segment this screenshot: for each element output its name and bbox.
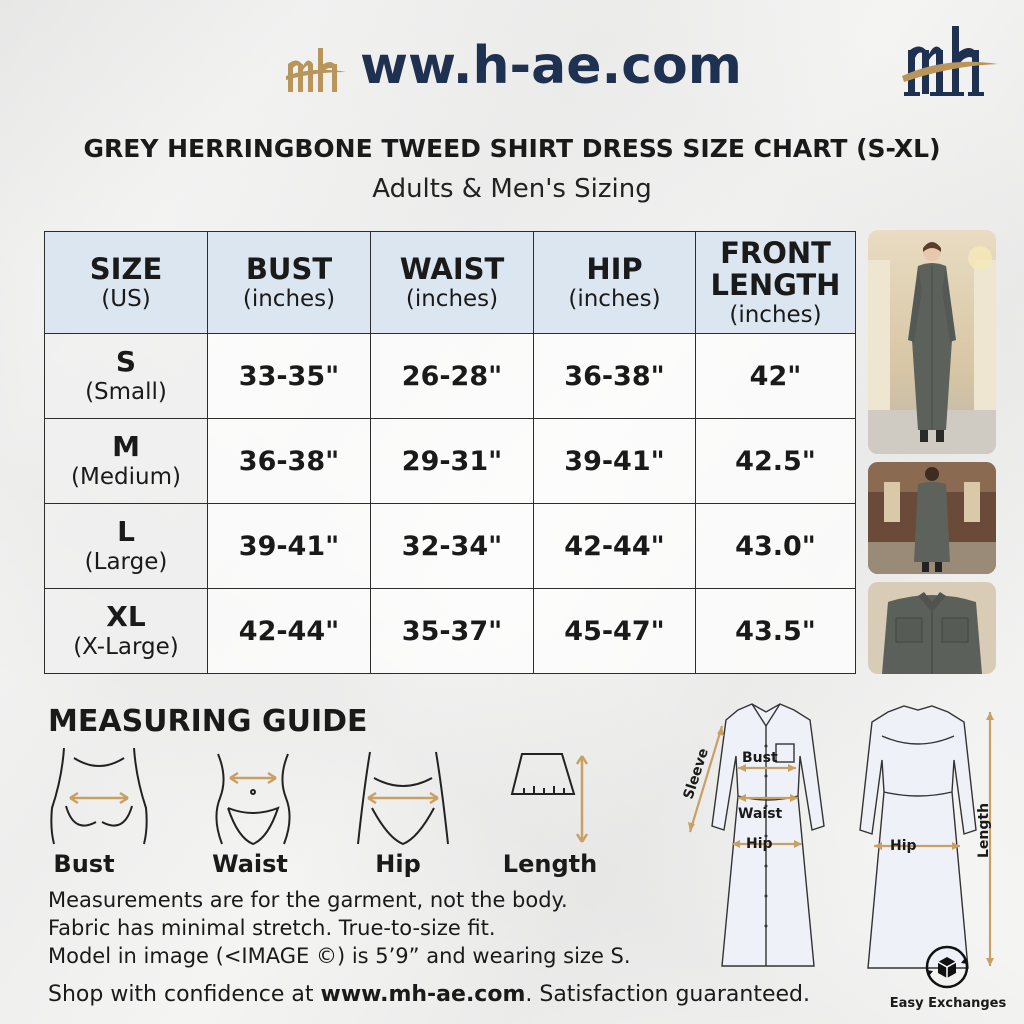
- waist-guide-label: Waist: [212, 850, 288, 878]
- shop-suffix: . Satisfaction guaranteed.: [525, 982, 810, 1007]
- hip-cell: 39-41": [534, 419, 696, 504]
- size-cell: [45, 589, 208, 674]
- waist-measure-icon: [198, 748, 308, 848]
- size-code: S: [115, 345, 137, 378]
- size-cell: [45, 334, 208, 419]
- bust-label: Bust: [742, 750, 778, 766]
- size-name: (Small): [85, 379, 167, 405]
- length-cell: 43.0": [696, 504, 856, 589]
- header-unit: (inches): [568, 285, 661, 312]
- header-unit: (inches): [729, 301, 822, 328]
- waist-label: Waist: [738, 806, 783, 822]
- waist-cell: 32-34": [371, 504, 534, 589]
- hip-cell: 36-38": [534, 334, 696, 419]
- size-code: XL: [106, 600, 146, 633]
- measurement-notes: [48, 886, 631, 970]
- bust-measure-icon: [44, 748, 154, 848]
- header-label: WAIST: [399, 251, 505, 286]
- table-row: [45, 589, 856, 674]
- bust-cell: 36-38": [208, 419, 371, 504]
- hip-cell: 45-47": [534, 589, 696, 674]
- site-title[interactable]: ww.h-ae.com: [360, 36, 742, 96]
- size-name: (Large): [84, 549, 168, 575]
- header-unit: (inches): [242, 285, 336, 312]
- dress-front-drawing: [712, 704, 824, 966]
- bust-cell: 42-44": [208, 589, 371, 674]
- length-cell: 42.5": [696, 419, 856, 504]
- size-name: (Medium): [71, 464, 181, 490]
- length-cell: 42": [696, 334, 856, 419]
- table-row: [45, 504, 856, 589]
- sleeve-label: Sleeve: [680, 746, 713, 802]
- chart-subtitle: Adults & Men's Sizing: [372, 174, 652, 204]
- waist-cell: 35-37": [371, 589, 534, 674]
- hip-front-label: Hip: [746, 836, 773, 852]
- header-unit: (inches): [405, 285, 499, 312]
- hip-cell: 42-44": [534, 504, 696, 589]
- header-waist: [371, 232, 534, 334]
- size-code: L: [117, 515, 135, 548]
- hip-guide-label: Hip: [375, 850, 421, 878]
- brand-logo-small: [284, 42, 348, 100]
- shop-link[interactable]: www.mh-ae.com: [320, 982, 526, 1007]
- waist-cell: 29-31": [371, 419, 534, 504]
- size-code: M: [112, 430, 140, 463]
- note-line: Measurements are for the garment, not the body.: [48, 888, 568, 912]
- table-row: [45, 419, 856, 504]
- header-front-length: [696, 232, 856, 334]
- bust-cell: 33-35": [208, 334, 371, 419]
- header-bust: [208, 232, 371, 334]
- waist-cell: 26-28": [371, 334, 534, 419]
- header-size: [45, 232, 208, 334]
- bust-guide-label: Bust: [53, 850, 115, 878]
- hip-measure-icon: [348, 748, 458, 848]
- bust-cell: 39-41": [208, 504, 371, 589]
- length-label: Length: [976, 802, 992, 858]
- hip-back-label: Hip: [890, 838, 917, 854]
- header-label: BUST: [245, 251, 333, 286]
- size-cell: [45, 419, 208, 504]
- table-row: [45, 334, 856, 419]
- model-photo-front: [868, 230, 996, 454]
- size-name: (X-Large): [73, 634, 179, 660]
- note-line: Fabric has minimal stretch. True-to-size fit.: [48, 916, 496, 940]
- shop-prefix: Shop with confidence at: [48, 982, 321, 1007]
- header-unit: (US): [101, 285, 151, 312]
- brand-logo: [900, 20, 1000, 100]
- table-header-row: [45, 232, 856, 334]
- size-chart-table: [44, 231, 856, 674]
- dress-back-drawing: [860, 706, 976, 968]
- model-photo-detail: [868, 582, 996, 674]
- length-measure-icon: [500, 748, 610, 848]
- length-cell: 43.5": [696, 589, 856, 674]
- size-cell: [45, 504, 208, 589]
- length-guide-label: Length: [502, 850, 598, 878]
- note-line: Model in image (<IMAGE ©) is 5’9” and wearing size S.: [48, 944, 631, 968]
- dress-measurement-diagram: [668, 696, 1008, 978]
- model-photo-back: [868, 462, 996, 574]
- header-label: SIZE: [89, 251, 163, 286]
- header-label: FRONT LENGTH: [710, 235, 841, 302]
- chart-title: GREY HERRINGBONE TWEED SHIRT DRESS SIZE CHART (S-XL): [83, 134, 941, 163]
- measuring-guide-heading: MEASURING GUIDE: [48, 704, 368, 739]
- header-hip: [534, 232, 696, 334]
- box-exchange-icon: [924, 944, 970, 990]
- easy-exchanges-label: Easy Exchanges: [889, 996, 1007, 1011]
- shop-line: [48, 982, 810, 1007]
- header-label: HIP: [586, 251, 643, 286]
